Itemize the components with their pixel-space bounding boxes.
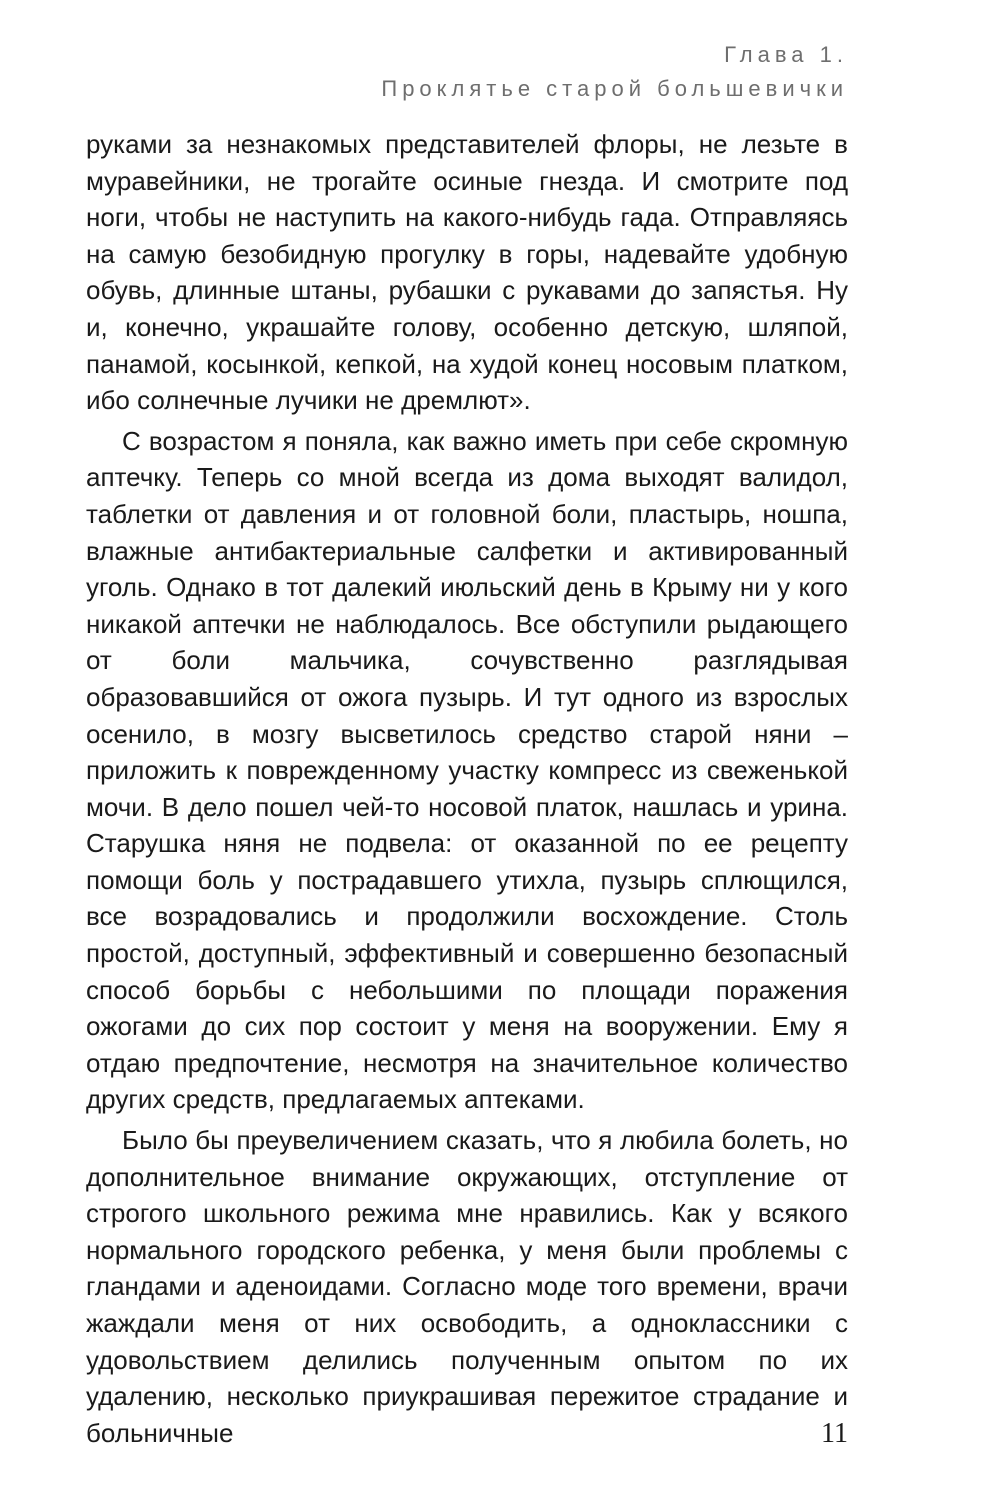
paragraph: С возрастом я поняла, как важно иметь при себе скромную аптечку. Теперь со мной всегда из дома выходят валидол, таблетки от давления и от головной боли, пластырь, ношпа, влажные антибактериальные салфетки и активированный уголь. Однако в тот далекий июльский день в Крыму ни у кого никакой аптечки не наблюдалось. Все обступили рыдающего от боли мальчика, сочувственно разглядывая образовавшийся от ожога пузырь. И тут одного из взрослых осенило, в мозгу высветилось средство старой няни – приложить к поврежденному участку компресс из свеженькой мочи. В дело пошел чей-то носовой платок, нашлась и урина. Старушка няня не подвела: от оказанной по ее рецепту помощи боль у пострадавшего утихла, пузырь сплющился, все возрадовались и продолжили восхождение. Столь простой, доступный, эффективный и совершенно безопасный способ борьбы с небольшими по площади поражения ожогами до сих пор состоит у меня на вооружении. Ему я отдаю предпочтение, несмотря на значительное количество других средств, предлагаемых аптеками. bbox=[86, 425, 848, 1115]
page-number: 11 bbox=[821, 1418, 848, 1449]
chapter-title: Проклятье старой большевички bbox=[381, 76, 848, 101]
paragraph: Было бы преувеличением сказать, что я любила болеть, но дополнительное внимание окружающих, отступление от строгого школьного режима мне нравились. Как у всякого нормального городского ребенка, у меня были проблемы с гландами и аденоидами. Согласно моде того времени, врачи жаждали меня от них освободить, а одноклассники с удовольствием делились полученным опытом по их удалению, несколько приукрашивая пережитое страдание и больничные bbox=[86, 1125, 848, 1448]
body-text bbox=[86, 126, 848, 1451]
paragraph-continued: руками за незнакомых представителей флоры, не лезьте в муравейники, не трогайте осиные гнезда. И смотрите под ноги, чтобы не наступить на какого-нибудь гада. Отправляясь на самую безобидную прогулку в горы, надевайте удобную обувь, длинные штаны, рубашки с рукавами до запястья. Ну и, конечно, украшайте голову, особенно детскую, шляпой, панамой, косынкой, кепкой, на худой конец носовым платком, ибо солнечные лучики не дремлют». bbox=[86, 129, 848, 416]
running-head bbox=[381, 38, 848, 106]
chapter-label: Глава 1. bbox=[724, 42, 848, 67]
